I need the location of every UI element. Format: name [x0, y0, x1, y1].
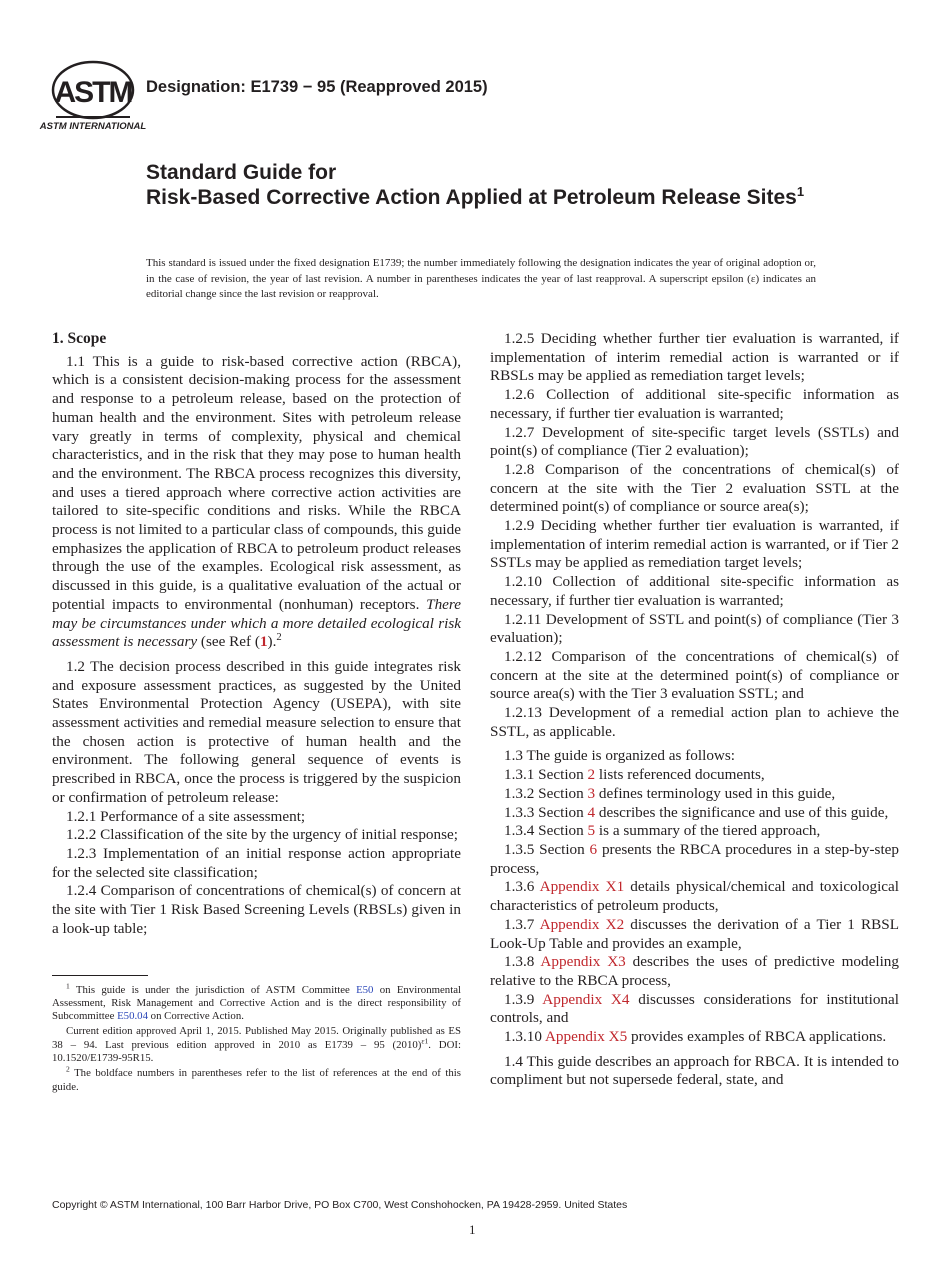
paragraph-1-2-1: 1.2.1 Performance of a site assessment; — [66, 807, 306, 825]
logo-text: ASTM INTERNATIONAL — [39, 121, 147, 132]
paragraph-1-3-7: 1.3.7 Appendix X2 discusses the derivation of a Tier 1 RBSL Look-Up Table and provides an example, — [490, 915, 899, 952]
paragraph-1-3-2: 1.3.2 Section 3 defines terminology used in this guide, — [504, 784, 836, 802]
committee-link[interactable]: E50 — [356, 983, 374, 996]
section-link[interactable]: 5 — [587, 822, 596, 840]
paragraph-1-2-9: 1.2.9 Deciding whether further tier evaluation is warranted, if implementation of interim remedial action is warranted, or if Tier 2 SSTLs may be applied as remediation target levels; — [490, 517, 899, 572]
left-column — [52, 330, 461, 1096]
paragraph-1-3-5: 1.3.5 Section 6 presents the RBCA procedures in a step-by-step process, — [490, 840, 900, 877]
paragraph-1-2-12: 1.2.12 Comparison of the concentrations of chemical(s) of concern at the site at the determined point(s) of compliance or source area(s) with the Tier 3 evaluation SSTL; and — [490, 647, 899, 703]
standard-notice: This standard is issued under the fixed designation E1739; the number immediately following the designation indicates the year of original adoption or, in the case of revision, the year of last revision. A number in parentheses indicates the year of last reapproval. A superscript epsilon (ε) indicates an editorial change since the last revision or reapproval. — [146, 257, 816, 300]
right-column — [490, 330, 899, 1090]
section-link[interactable]: 2 — [587, 766, 596, 784]
footnote-2: $^2$ The boldface numbers in parentheses refer to the list of references at the end of this guide. — [52, 1064, 461, 1093]
appendix-link[interactable]: Appendix X3 — [540, 953, 626, 971]
footnote-mark: 2 — [276, 632, 282, 644]
paragraph-1-1: 1.1 This is a guide to risk-based corrective action (RBCA), which is a consistent decision-making process for the assessment and response to a petroleum release, based on the protection of human health and the environment. Sites with petroleum release vary greatly in terms of complexity, physical and chemical characteristics, and in the risk that they may pose to human health and the environment. The RBCA process recognizes this diversity, and uses a tiered approach where corrective action activities are tailored to site-specific conditions and risks. While the RBCA process is not limited to a particular class of compounds, this guide emphasizes the application of RBCA to petroleum product releases through the use of the examples. Ecological risk assessment, as discussed in this guide, is a qualitative evaluation of the actual or potential impacts to environmental (nonhuman) receptors. There may be circumstances under which a more detailed ecological risk assessment is necessary (see Ref (1).$^2$ — [52, 352, 462, 651]
svg-text:ASTM: ASTM — [54, 76, 132, 109]
footnote-divider — [52, 975, 148, 976]
section-link[interactable]: 4 — [587, 803, 596, 821]
page-title — [146, 160, 846, 210]
appendix-link[interactable]: Appendix X1 — [539, 878, 625, 896]
paragraph-1-2-10: 1.2.10 Collection of additional site-specific information as necessary, if further tier evaluation is warranted; — [490, 573, 899, 609]
title-line-2: Risk-Based Corrective Action Applied at Petroleum Release Sites$^1$ — [146, 184, 805, 209]
paragraph-1-2-11: 1.2.11 Development of SSTL and point(s) of compliance (Tier 3 evaluation); — [490, 610, 899, 647]
page-number: 1 — [469, 1222, 476, 1237]
paragraph-1-4: 1.4 This guide describes an approach for RBCA. It is intended to compliment but not supersede federal, state, and — [490, 1052, 899, 1089]
footnotes — [52, 980, 461, 1094]
footnote-1: $^1$ This guide is under the jurisdiction of ASTM Committee E50 on Environmental Assessment, Risk Management and Corrective Action and is the direct responsibility of Subcommittee E50.04 on Corrective Action. — [52, 980, 461, 1023]
paragraph-1-2-6: 1.2.6 Collection of additional site-specific information as necessary, if further tier evaluation is warranted; — [490, 386, 899, 422]
section-link[interactable]: 3 — [587, 784, 596, 802]
footnote-1-edition: Current edition approved April 1, 2015. Published May 2015. Originally published as ES 38 – 94. Last previous edition approved in 2010 as E1739 – 95 $(2010)^{\varepsilon 1}$. DOI: 10.1520/E1739-95R15. — [52, 1025, 461, 1064]
title-footnote-mark: 1 — [796, 184, 805, 199]
paragraph-1-2-8: 1.2.8 Comparison of the concentrations of chemical(s) of concern at the site with the Tier 2 evaluation SSTL at the determined point(s) of compliance or source area(s); — [490, 460, 899, 516]
paragraph-1-2-3: 1.2.3 Implementation of an initial response action appropriate for the selected site classification; — [52, 844, 461, 881]
paragraph-1-2-13: 1.2.13 Development of a remedial action plan to achieve the SSTL, as applicable. — [490, 704, 899, 740]
paragraph-1-3-3: 1.3.3 Section 4 describes the significance and use of this guide, — [504, 803, 889, 821]
paragraph-1-3-4: 1.3.4 Section 5 is a summary of the tiered approach, — [504, 822, 821, 840]
section-link[interactable]: 6 — [589, 840, 598, 858]
copyright-footer: Copyright © ASTM International, 100 Barr Harbor Drive, PO Box C700, West Conshohocken, PA 19428-2959. United States — [52, 1199, 628, 1211]
paragraph-1-3: 1.3 The guide is organized as follows: — [504, 747, 736, 765]
paragraph-1-3-8: 1.3.8 Appendix X3 describes the uses of predictive modeling relative to the RBCA process, — [490, 953, 899, 989]
paragraph-1-2-7: 1.2.7 Development of site-specific target levels (SSTLs) and point(s) of compliance (Tier 2 evaluation); — [490, 423, 899, 460]
paragraph-1-2-5: 1.2.5 Deciding whether further tier evaluation is warranted, if implementation of interim remedial action is warranted or if RBSLs may be applied as remediation target levels; — [490, 330, 899, 385]
paragraph-1-3-6: 1.3.6 Appendix X1 details physical/chemical and toxicological characteristics of petroleum products, — [490, 878, 899, 915]
paragraph-1-2: 1.2 The decision process described in this guide integrates risk and exposure assessment practices, as suggested by the United States Environmental Protection Agency (USEPA), with site assessment activities and remedial measure selection to ensure that the chosen action is protective of human health and the environment. The following general sequence of events is prescribed in RBCA, once the process is triggered by the suspicion or confirmation of petroleum release: — [52, 657, 461, 806]
appendix-link[interactable]: Appendix X5 — [544, 1028, 628, 1046]
title-line-1: Standard Guide for — [146, 161, 337, 184]
appendix-link[interactable]: Appendix X2 — [539, 915, 625, 933]
paragraph-1-3-10: 1.3.10 Appendix X5 provides examples of RBCA applications. — [504, 1028, 887, 1046]
paragraph-1-2-2: 1.2.2 Classification of the site by the urgency of initial response; — [66, 826, 458, 844]
section-heading-scope: 1. Scope — [52, 330, 107, 347]
appendix-link[interactable]: Appendix X4 — [542, 990, 630, 1008]
astm-logo — [39, 60, 147, 132]
subcommittee-link[interactable]: E50.04 — [117, 1010, 148, 1023]
paragraph-1-3-9: 1.3.9 Appendix X4 discusses considerations for institutional controls, and — [490, 990, 899, 1027]
designation: Designation: E1739 − 95 (Reapproved 2015) — [146, 78, 488, 96]
paragraph-1-2-4: 1.2.4 Comparison of concentrations of chemical(s) of concern at the site with Tier 1 Risk Based Screening Levels (RBSLs) given in a look-up table; — [52, 882, 461, 937]
paragraph-1-3-1: 1.3.1 Section 2 lists referenced documents, — [504, 766, 765, 784]
reference-link[interactable]: 1 — [259, 633, 268, 651]
